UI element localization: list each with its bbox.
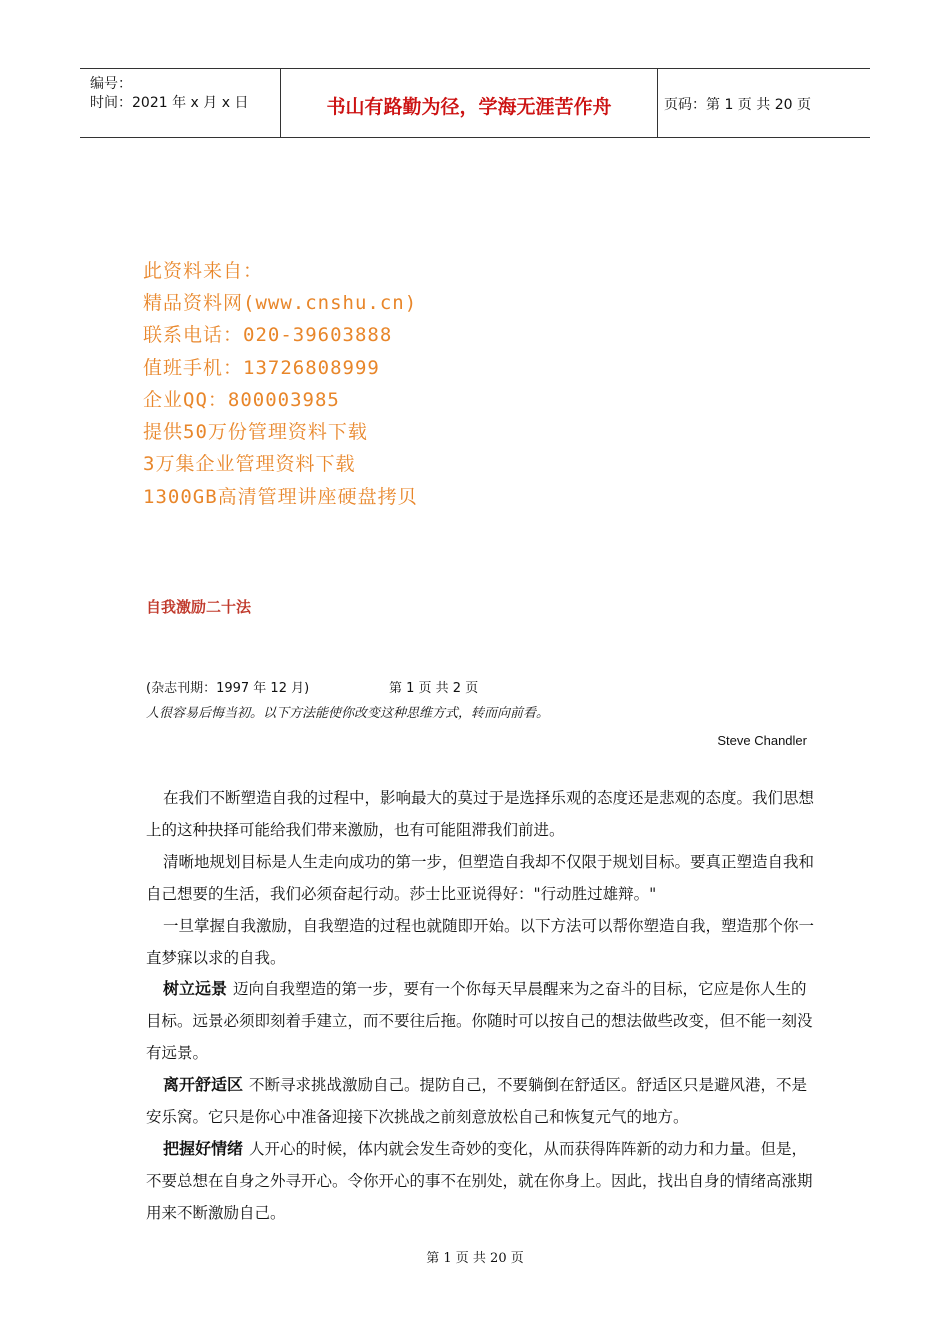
tip-paragraph [146, 1069, 816, 1133]
ad-line: 联系电话：020-39603888 [143, 324, 393, 346]
tip-text: 不断寻求挑战激励自己。提防自己，不要躺倒在舒适区。舒适区只是避风港，不是安乐窝。它只是你心中准备迎接下次挑战之前刻意放松自己和恢复元气的地方。 [146, 1076, 808, 1126]
ad-line: 3万集企业管理资料下载 [143, 453, 356, 475]
page-footer: 第 1 页 共 20 页 [426, 1251, 524, 1266]
header-motto-cell [281, 69, 658, 137]
header-motto: 书山有路勤为径，学海无涯苦作舟 [326, 96, 612, 118]
tip-paragraph [146, 973, 816, 1069]
article-author: Steve Chandler [717, 733, 807, 748]
document-date: 时间：2021 年 x 月 x 日 [90, 95, 249, 111]
header-page-cell [658, 69, 870, 137]
tip-keyword: 树立远景 [163, 979, 228, 998]
document-header [80, 68, 870, 138]
header-page-number: 页码：第 1 页 共 20 页 [664, 97, 811, 113]
article-title: 自我激励二十法 [146, 598, 252, 616]
header-meta-cell [80, 69, 281, 137]
article-meta [146, 677, 479, 696]
tip-text: 迈向自我塑造的第一步，要有一个你每天早晨醒来为之奋斗的目标，它应是你人生的目标。远景必须即刻着手建立，而不要往后拖。你随时可以按自己的想法做些改变，但不能一刻没有远景。 [146, 980, 813, 1062]
article-source: (杂志刊期：1997 年 12 月) [146, 681, 310, 696]
tip-paragraph [146, 1133, 816, 1229]
ad-line: 精品资料网(www.cnshu.cn) [143, 292, 418, 314]
ad-line: 此资料来自： [143, 260, 264, 282]
document-number: 编号： [90, 76, 132, 92]
tip-keyword: 把握好情绪 [163, 1139, 244, 1158]
ad-line: 企业QQ：800003985 [143, 389, 340, 411]
ad-line: 1300GB高清管理讲座硬盘拷贝 [143, 486, 418, 508]
body-paragraph: 在我们不断塑造自我的过程中，影响最大的莫过于是选择乐观的态度还是悲观的态度。我们思想上的这种抉择可能给我们带来激励，也有可能阻滞我们前进。 [146, 789, 815, 839]
body-paragraph: 清晰地规划目标是人生走向成功的第一步，但塑造自我却不仅限于规划目标。要真正塑造自我和自己想要的生活，我们必须奋起行动。莎士比亚说得好："行动胜过雄辩。" [146, 853, 815, 903]
article-page-info: 第 1 页 共 2 页 [389, 681, 479, 696]
tip-keyword: 离开舒适区 [163, 1075, 244, 1094]
tip-text: 人开心的时候，体内就会发生奇妙的变化，从而获得阵阵新的动力和力量。但是，不要总想在自身之外寻开心。令你开心的事不在别处，就在你身上。因此，找出自身的情绪高涨期用来不断激励自己。 [146, 1140, 813, 1222]
ad-line: 值班手机：13726808999 [143, 357, 380, 379]
article-lead: 人很容易后悔当初。以下方法能使你改变这种思维方式，转而向前看。 [146, 706, 550, 721]
ad-line: 提供50万份管理资料下载 [143, 421, 368, 443]
body-paragraph: 一旦掌握自我激励，自我塑造的过程也就随即开始。以下方法可以帮你塑造自我，塑造那个你一直梦寐以求的自我。 [146, 917, 815, 967]
